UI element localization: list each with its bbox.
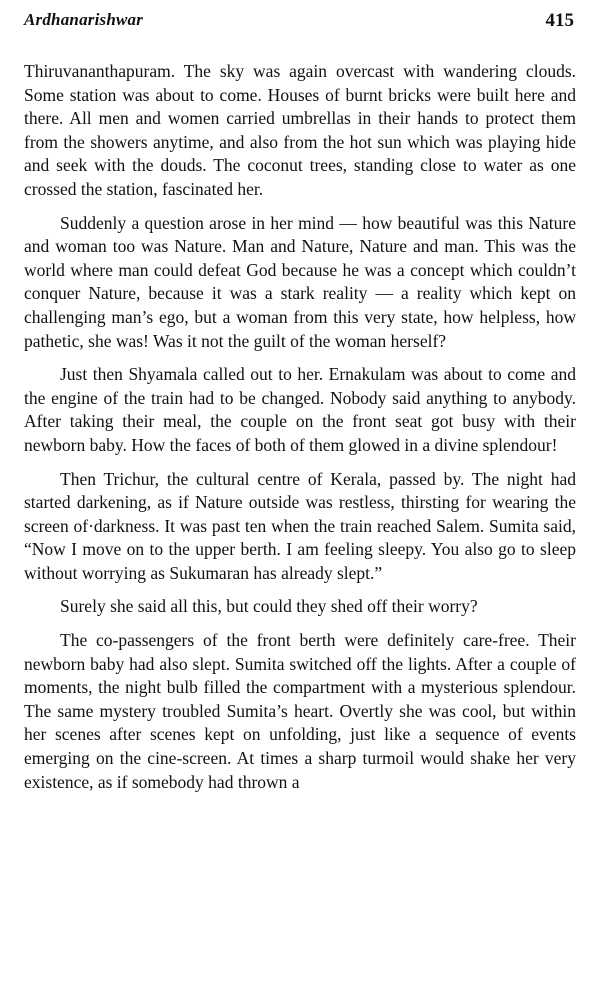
body-text (24, 60, 576, 794)
paragraph-2: Suddenly a question arose in her mind — how beautiful was this Nature and woman too was Nature. Man and Nature, Nature and man. This was the world where man could defeat God because he was a concept which couldn’t conquer Nature, because it was a stark reality — a reality which kept on challenging man’s ego, but a woman from this very state, how helpless, how pathetic, she was! Was it not the guilt of the woman herself? (24, 212, 576, 351)
paragraph-3: Just then Shyamala called out to her. Ernakulam was about to come and the engine of the train had to be changed. Nobody said anything to anybody. After taking their meal, the couple on the front seat got busy with their newborn baby. How the faces of both of them glowed in a divine splendour! (24, 364, 576, 455)
paragraph-1: Thiruvananthapuram. The sky was again overcast with wandering clouds. Some station was about to come. Houses of burnt bricks were built here and there. All men and women carried umbrellas in their hands to protect them from the showers anytime, and also from the hot sun which was playing hide and seek with the douds. The coconut trees, standing close to water as one crossed the station, fascinated her. (24, 61, 576, 199)
page-number: 415 (545, 10, 574, 31)
paragraph-4: Then Trichur, the cultural centre of Kerala, passed by. The night had started darkening, as if Nature outside was restless, thirsting for wearing the screen of·darkness. It was past ten when the train reached Salem. Sumita said, “Now I move on to the upper berth. I am feeling sleepy. You also go to sleep without worrying as Sukumaran has already slept.” (24, 468, 576, 583)
paragraph-6: The co-passengers of the front berth were definitely care-free. Their newborn baby had also slept. Sumita switched off the lights. After a couple of moments, the night bulb filled the compartment with a mysterious splendour. The same mystery troubled Sumita’s heart. Overtly she was cool, but within her scenes after scenes kept on unfolding, just like a sequence of events emerging on the cine-screen. At times a sharp turmoil would shake her very existence, as if somebody had thrown a (24, 630, 576, 792)
running-head (24, 10, 576, 50)
running-title: Ardhanarishwar (24, 10, 144, 29)
paragraph-5: Surely she said all this, but could they shed off their worry? (60, 596, 478, 617)
